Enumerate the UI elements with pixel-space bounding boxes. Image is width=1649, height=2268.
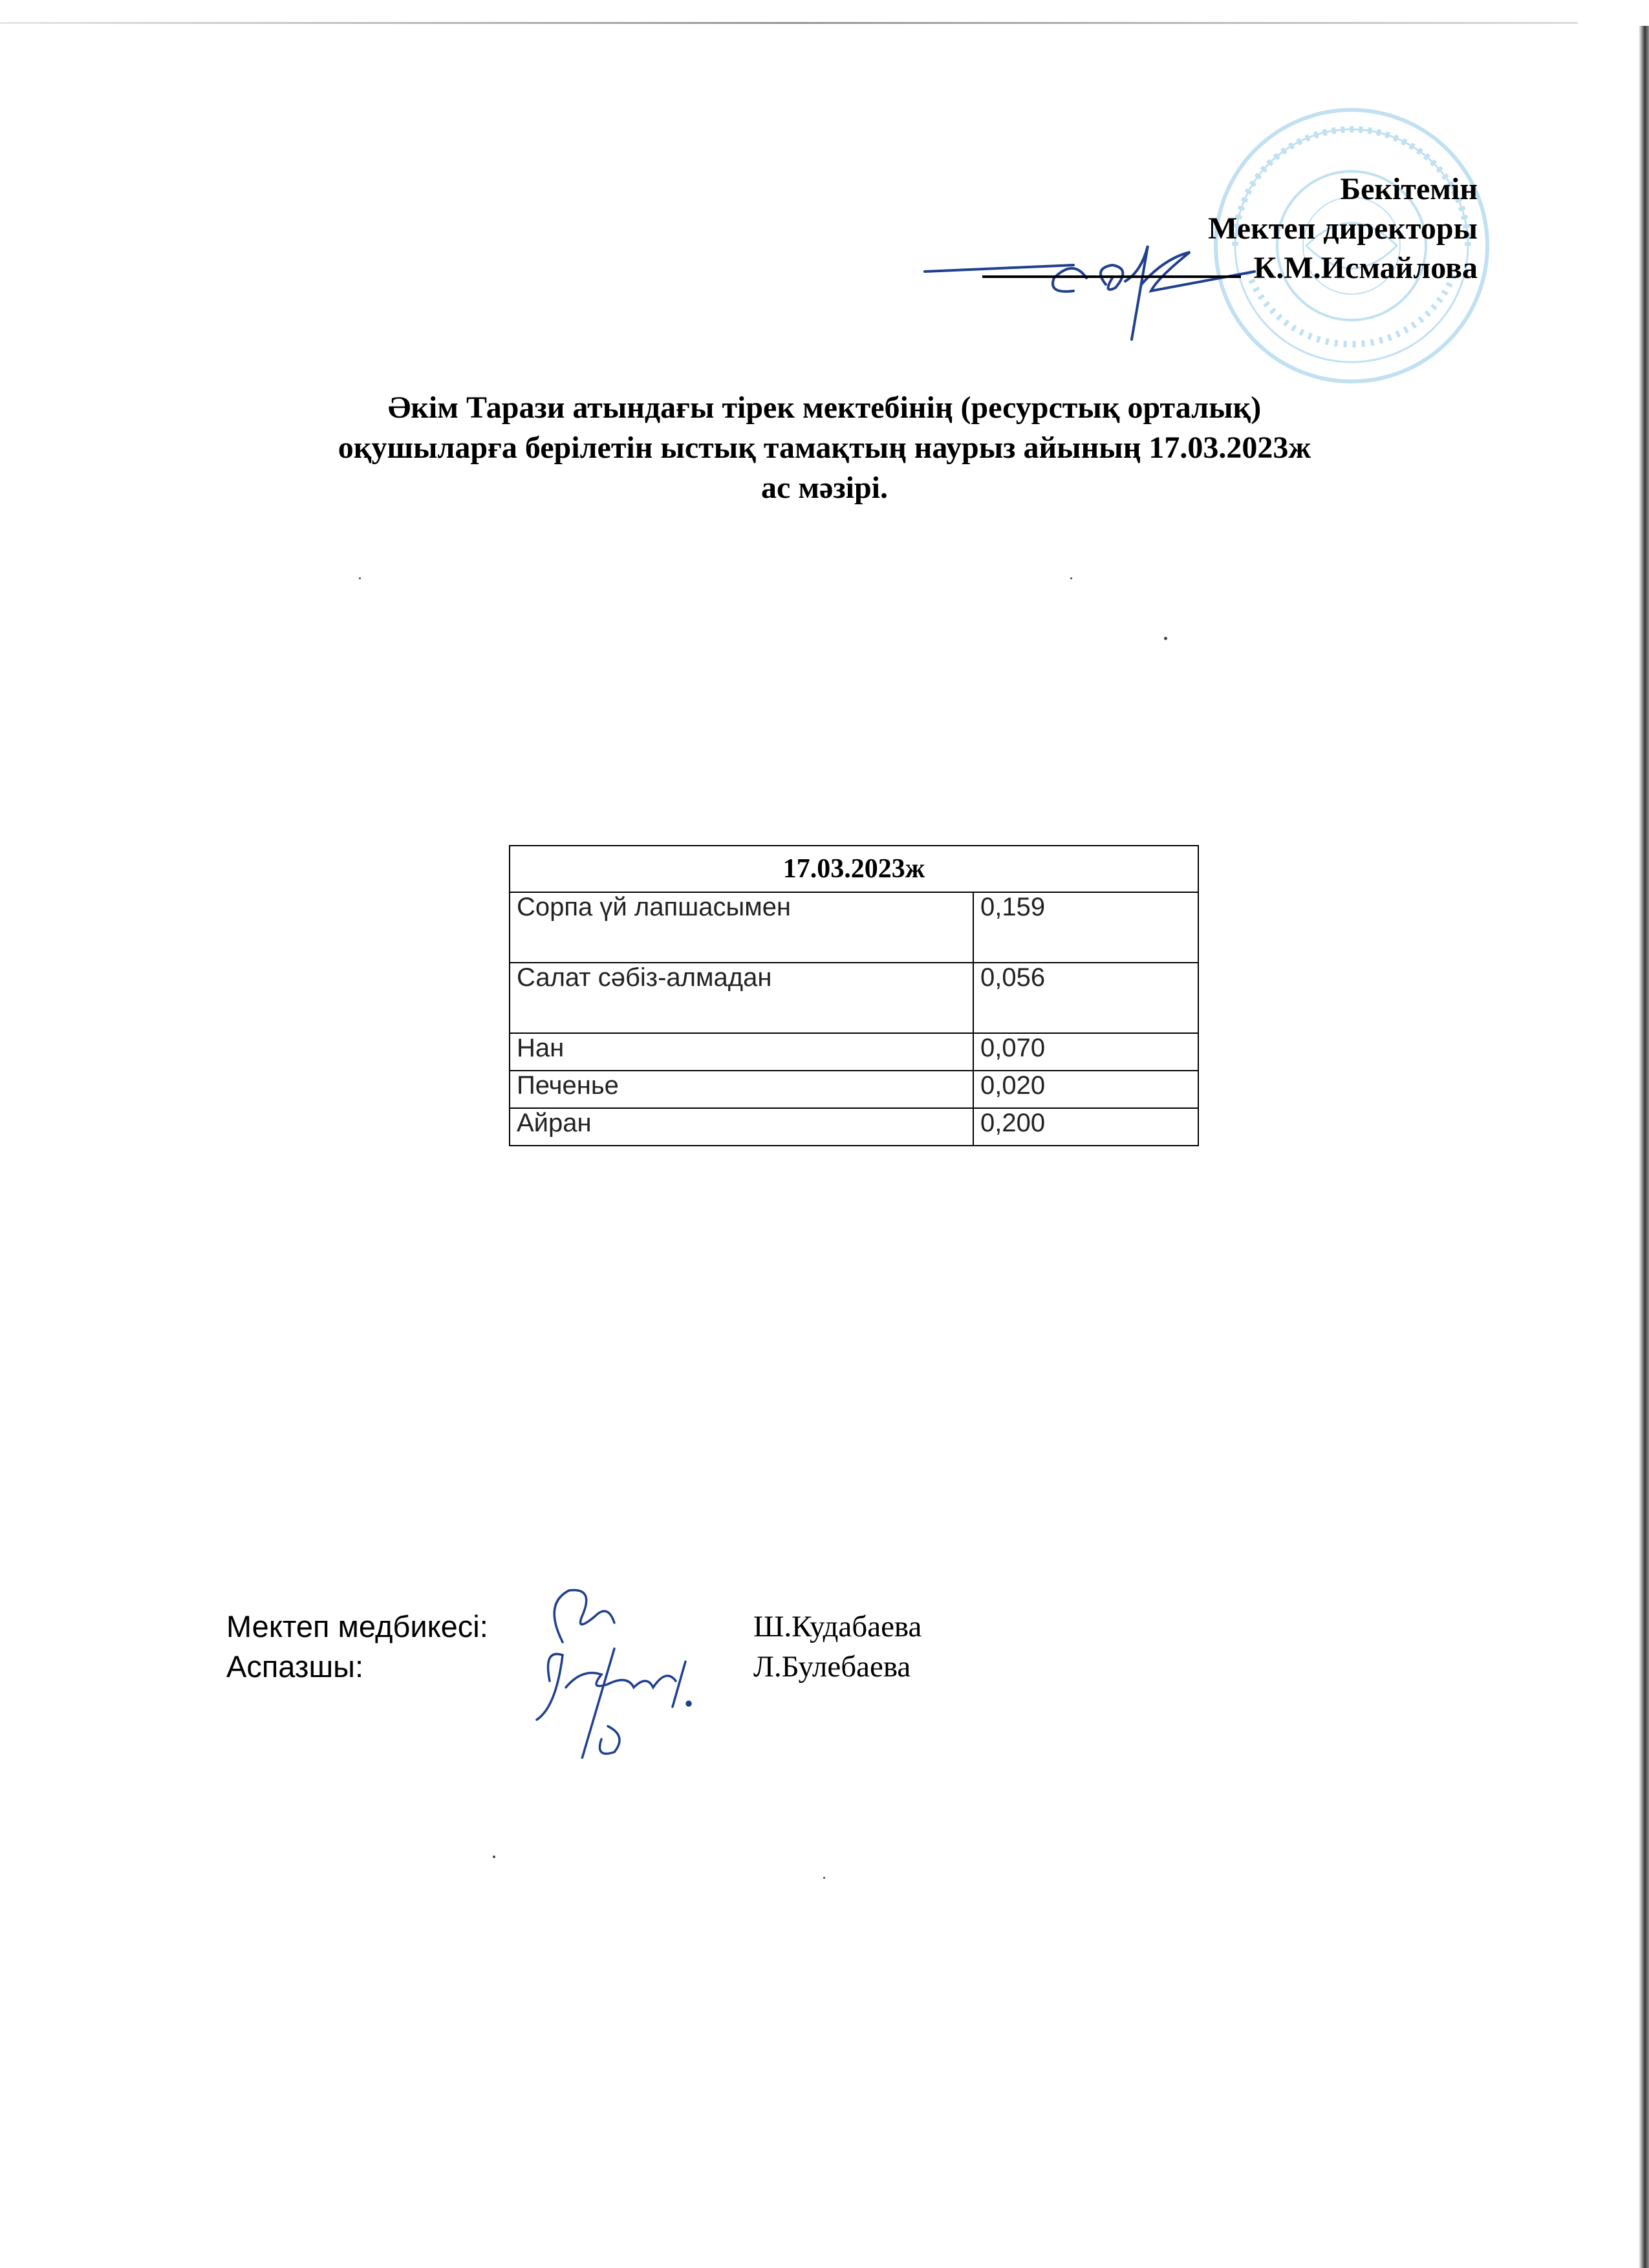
menu-item-name: Сорпа үй лапшасымен: [510, 892, 973, 963]
table-header-date: 17.03.2023ж: [510, 846, 1198, 892]
scan-top-line: [0, 22, 1578, 24]
scan-right-edge: [1639, 26, 1649, 2268]
menu-item-value: 0,200: [973, 1108, 1198, 1146]
menu-item-value: 0,070: [973, 1033, 1198, 1071]
title-line-2: оқушыларға берілетін ыстық тамақтың наурыз айының 17.03.2023ж: [338, 431, 1311, 465]
menu-item-name: Нан: [510, 1033, 973, 1071]
scan-speck: [823, 1877, 825, 1879]
menu-item-value: 0,056: [973, 963, 1198, 1033]
menu-table: [509, 845, 1199, 1146]
title-line-3: ас мәзірі.: [761, 471, 888, 505]
director-position: Мектеп директоры: [1208, 211, 1478, 246]
menu-item-name: Печенье: [510, 1071, 973, 1108]
table-row: [510, 1033, 1198, 1071]
signatory-role: Аспазшы:: [226, 1649, 364, 1684]
menu-item-name: Айран: [510, 1108, 973, 1146]
menu-item-name: Салат сәбіз-алмадан: [510, 963, 973, 1033]
scan-speck: [1070, 577, 1072, 579]
table-header-row: [510, 846, 1198, 892]
title-line-1: Әкім Тарази атындағы тірек мектебінің (ресурстық орталық): [387, 390, 1262, 425]
table-row: [510, 892, 1198, 963]
signatory-role: Мектеп медбикесі:: [226, 1609, 488, 1643]
menu-item-value: 0,159: [973, 892, 1198, 963]
scan-speck: [1164, 637, 1167, 640]
director-line: [982, 248, 1478, 288]
signature-blank: [982, 250, 1241, 278]
staff-signature-icon: [517, 1578, 737, 1759]
signatory-name: Ш.Кудабаева: [753, 1610, 922, 1643]
director-name: К.М.Исмайлова: [1253, 251, 1478, 285]
signatory-name: Л.Булебаева: [753, 1650, 911, 1684]
menu-item-value: 0,020: [973, 1071, 1198, 1108]
table-row: [510, 1071, 1198, 1108]
approval-block: [982, 169, 1478, 288]
document-title: [0, 388, 1649, 508]
scan-speck: [359, 577, 361, 579]
scan-speck: [493, 1856, 495, 1858]
table-row: [510, 963, 1198, 1033]
approve-word: Бекітемін: [1340, 172, 1478, 206]
table-row: [510, 1108, 1198, 1146]
